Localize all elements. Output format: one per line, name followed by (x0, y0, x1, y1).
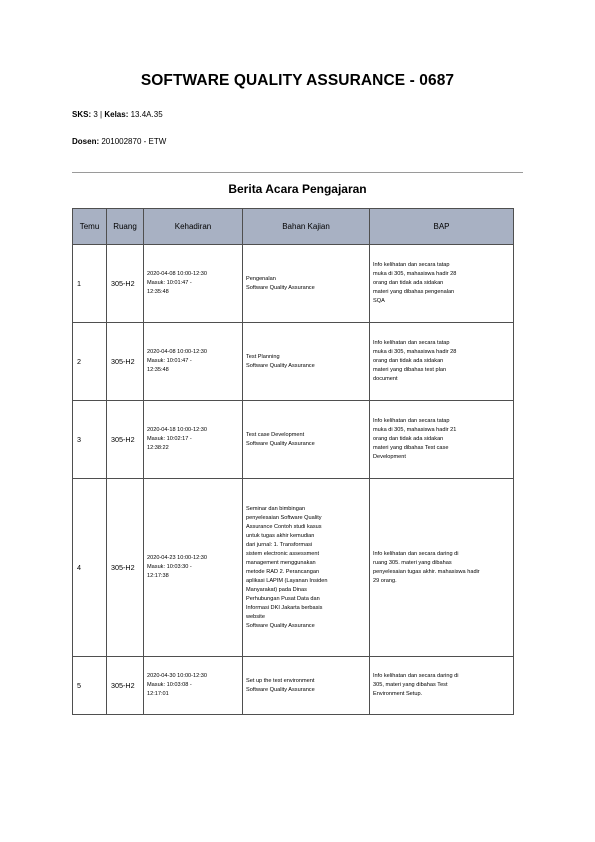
column-header-temu: Temu (73, 209, 107, 245)
kehadiran-line: 2020-04-08 10:00-12:30 (147, 271, 208, 277)
cell-ruang: 305-H2 (107, 657, 144, 715)
bap-line: document (373, 376, 398, 382)
bap-line: orang dan tidak ada sidakan (373, 436, 444, 442)
kehadiran-line: 12:35:48 (147, 289, 169, 295)
column-header-bap: BAP (370, 209, 514, 245)
bap-line: Development (373, 454, 406, 460)
cell-ruang: 305-H2 (107, 479, 144, 657)
kehadiran-line: Masuk: 10:02:17 - (147, 436, 192, 442)
cell-kehadiran (144, 657, 243, 715)
bahan-kajian-line: penyelesaian Software Quality (246, 514, 322, 521)
kehadiran-line: 12:38:22 (147, 445, 169, 451)
table-header-row (73, 209, 514, 245)
bahan-kajian-line: aplikasi LAPIM (Layanan Insiden (246, 577, 328, 584)
dosen-value: 201002870 - ETW (101, 137, 167, 146)
kelas-value: 13.4A.35 (130, 110, 163, 119)
bahan-kajian-line: Informasi DKI Jakarta berbasis (246, 604, 323, 611)
bap-line: ruang 305. materi yang dibahas (373, 559, 452, 566)
cell-kehadiran (144, 401, 243, 479)
bahan-kajian-line: Software Quality Assurance (246, 622, 315, 629)
bahan-kajian-line: Pengenalan (246, 275, 276, 282)
kehadiran-line: 2020-04-23 10:00-12:30 (147, 555, 208, 561)
bahan-kajian-line: metode RAD 2. Perancangan (246, 568, 320, 575)
bap-line: orang dan tidak ada sidakan (373, 280, 444, 286)
cell-ruang: 305-H2 (107, 323, 144, 401)
table-body (73, 245, 514, 715)
dosen-label: Dosen: (72, 137, 100, 146)
bap-line: Info kelihatan dan secara tatap (373, 340, 450, 346)
bahan-kajian-line: Software Quality Assurance (246, 686, 315, 693)
bahan-kajian-line: Test case Development (246, 431, 305, 438)
bahan-kajian-line: Manyarakat) pada Dinas (246, 586, 307, 593)
cell-bahan-kajian (243, 657, 370, 715)
bap-line: muka di 305, mahasiswa hadir 21 (373, 427, 457, 433)
kehadiran-line: Masuk: 10:01:47 - (147, 358, 192, 364)
table-row (73, 657, 514, 715)
column-header-ruang: Ruang (107, 209, 144, 245)
cell-temu: 1 (73, 245, 107, 323)
kelas-label: Kelas: (104, 110, 129, 119)
bap-line: 305, materi yang dibahas Test (373, 682, 448, 688)
bahan-kajian-line: Software Quality Assurance (246, 362, 315, 369)
bap-line: 29 orang. (373, 577, 397, 584)
table-row (73, 479, 514, 657)
bap-line: Info kelihatan dan secara tatap (373, 262, 450, 268)
page-title: SOFTWARE QUALITY ASSURANCE - 0687 (140, 72, 455, 89)
cell-kehadiran (144, 479, 243, 657)
sks-value: 3 (93, 110, 98, 119)
lecturer-meta-line (72, 137, 166, 146)
bap-line: orang dan tidak ada sidakan (373, 358, 444, 364)
cell-temu: 5 (73, 657, 107, 715)
cell-bap (370, 245, 514, 323)
kehadiran-line: 2020-04-18 10:00-12:30 (147, 427, 208, 433)
column-header-kehadiran: Kehadiran (144, 209, 243, 245)
section-title: Berita Acara Pengajaran (228, 182, 367, 196)
cell-temu: 4 (73, 479, 107, 657)
cell-bap (370, 479, 514, 657)
cell-bap (370, 657, 514, 715)
cell-ruang: 305-H2 (107, 401, 144, 479)
teaching-record-table (72, 208, 514, 715)
bap-line: materi yang dibahas pengenalan (373, 289, 455, 295)
bap-line: materi yang dibahas test plan (373, 367, 447, 373)
cell-temu: 3 (73, 401, 107, 479)
column-header-bahan-kajian: Bahan Kajian (243, 209, 370, 245)
cell-bap (370, 401, 514, 479)
kehadiran-line: 2020-04-30 10:00-12:30 (147, 673, 208, 679)
header-divider (72, 172, 523, 173)
cell-bahan-kajian (243, 401, 370, 479)
bahan-kajian-line: Assurance Contoh studi kasus (246, 523, 322, 530)
table-row (73, 245, 514, 323)
course-meta-line (72, 110, 163, 119)
bap-line: materi yang dibahas Test case (373, 445, 449, 451)
cell-bap (370, 323, 514, 401)
cell-temu: 2 (73, 323, 107, 401)
cell-kehadiran (144, 245, 243, 323)
kehadiran-line: 12:17:38 (147, 573, 169, 579)
bap-line: SQA (373, 298, 385, 304)
bahan-kajian-line: Perhubungan Pusat Data dan (246, 595, 320, 602)
cell-bahan-kajian (243, 245, 370, 323)
kehadiran-line: 12:35:48 (147, 367, 169, 373)
bahan-kajian-line: Software Quality Assurance (246, 284, 315, 291)
bahan-kajian-line: Set up the test environment (246, 677, 315, 684)
kehadiran-line: Masuk: 10:01:47 - (147, 280, 192, 286)
cell-ruang: 305-H2 (107, 245, 144, 323)
bap-line: Info kelihatan dan secara daring di (373, 550, 459, 557)
bahan-kajian-line: dari jurnal: 1. Transformasi (246, 541, 313, 548)
bap-line: Info kelihatan dan secara tatap (373, 418, 450, 424)
bap-line: muka di 305, mahasiswa hadir 28 (373, 349, 457, 355)
bap-line: Environment Setup. (373, 691, 423, 697)
table-row (73, 401, 514, 479)
bap-line: penyelesaian tugas akhir. mahasiswa hadir (373, 568, 480, 575)
bahan-kajian-line: Seminar dan bimbingan (246, 505, 306, 512)
bap-line: muka di 305, mahasiswa hadir 28 (373, 271, 457, 277)
bahan-kajian-line: Test Planning (246, 353, 280, 360)
bap-line: Info kelihatan dan secara daring di (373, 673, 459, 679)
bahan-kajian-line: sistem electronic assessment (246, 550, 320, 557)
bahan-kajian-line: management menggunakan (246, 559, 316, 566)
bahan-kajian-line: untuk tugas akhir kemudian (246, 532, 315, 539)
sks-label: SKS: (72, 110, 92, 119)
bahan-kajian-line: Software Quality Assurance (246, 440, 315, 447)
kehadiran-line: 12:17:01 (147, 691, 169, 697)
cell-bahan-kajian (243, 479, 370, 657)
kehadiran-line: Masuk: 10:03:08 - (147, 682, 192, 688)
bahan-kajian-line: website (246, 613, 265, 620)
kehadiran-line: 2020-04-08 10:00-12:30 (147, 349, 208, 355)
cell-bahan-kajian (243, 323, 370, 401)
kehadiran-line: Masuk: 10:03:30 - (147, 564, 192, 570)
cell-kehadiran (144, 323, 243, 401)
meta-separator: | (100, 110, 103, 119)
table-row (73, 323, 514, 401)
